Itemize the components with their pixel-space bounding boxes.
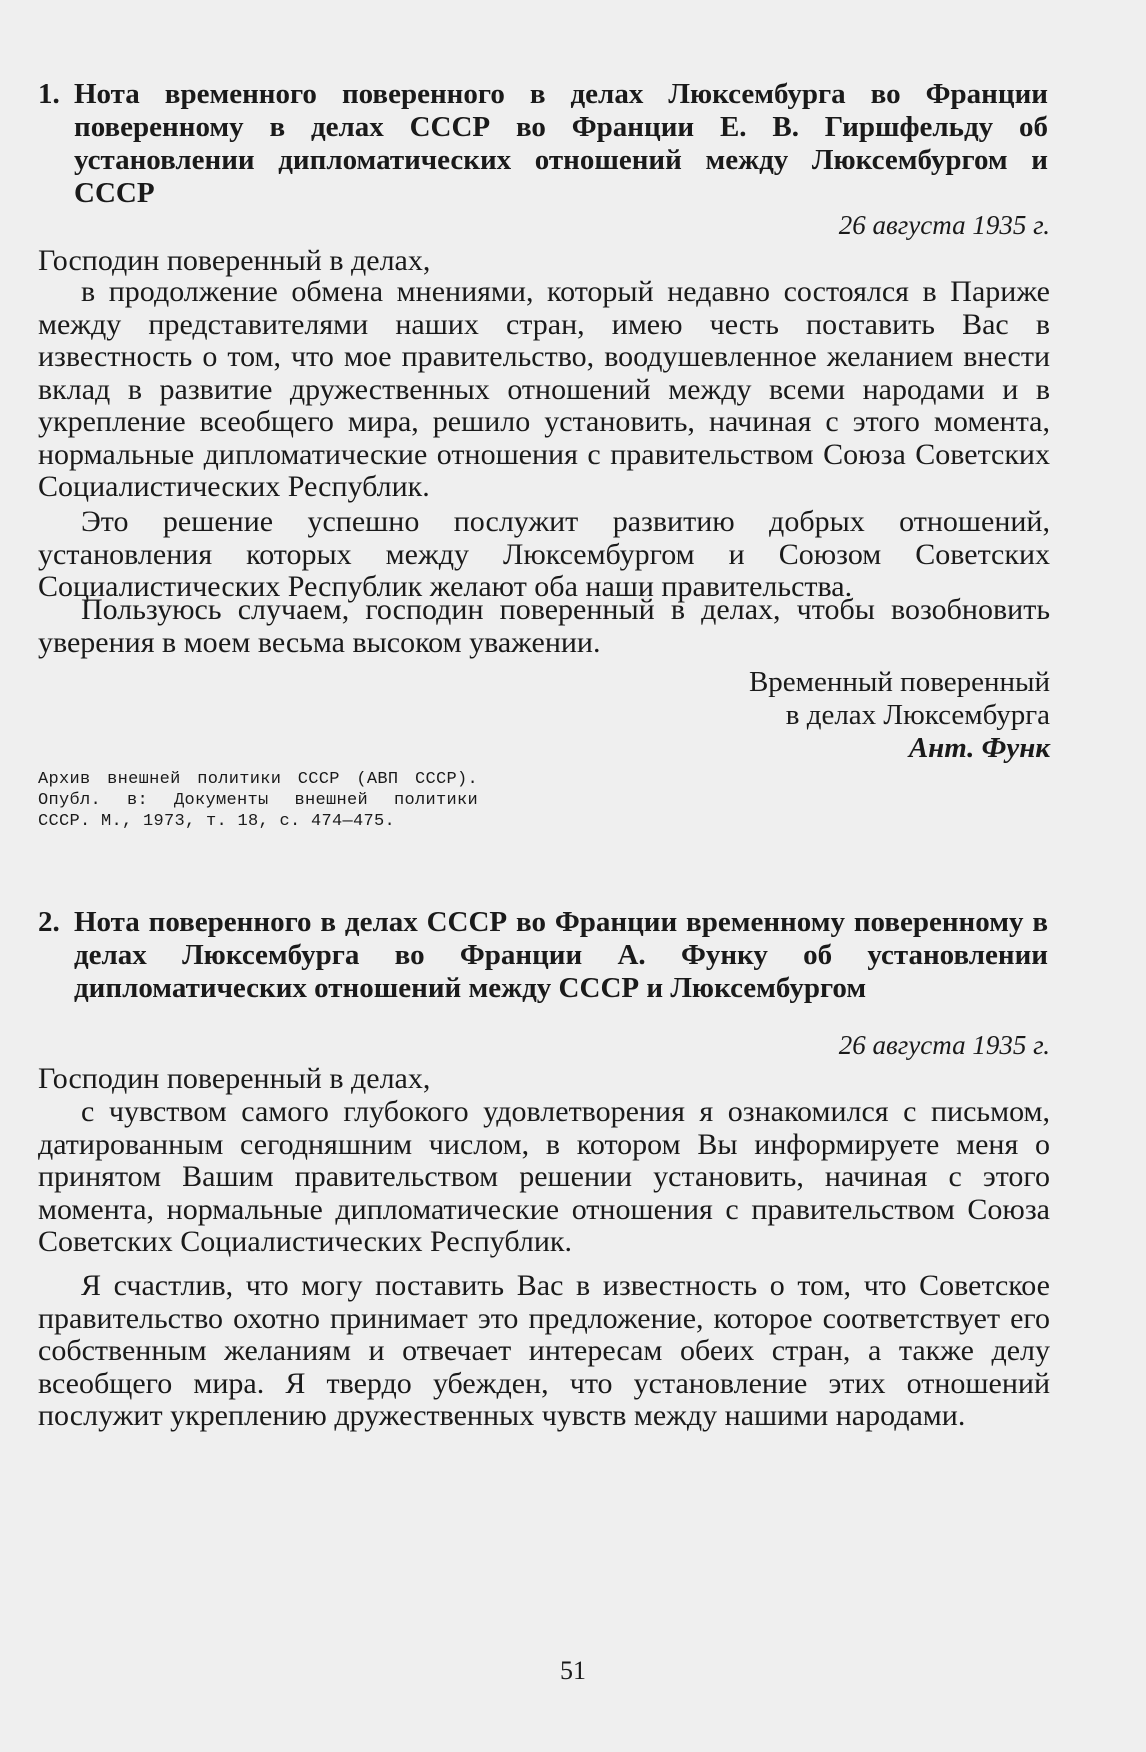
doc1-heading <box>38 78 1048 210</box>
doc1-salutation: Господин поверенный в делах, <box>38 244 431 277</box>
doc1-paragraph-2: Это решение успешно послужит развитию добрых отношений, установления которых между Люксембургом и Союзом Советских Социалистических Республик желают оба наши правительства. <box>38 505 1050 603</box>
doc2-salutation: Господин поверенный в делах, <box>38 1062 431 1095</box>
doc1-paragraph-1: в продолжение обмена мнениями, который недавно состоялся в Париже между представителями наших стран, имею честь поставить Вас в известность о том, что мое правительство, воодушевленное желанием внести вклад в развитие дружественных отношений между всеми народами и в укрепление всеобщего мира, решило установить, начиная с этого момента, нормальные дипломатические отношения с правительством Союза Советских Социалистических Республик. <box>38 275 1050 503</box>
doc2-title: Нота поверенного в делах СССР во Франции временному поверенному в делах Люксембурга во Франции А. Функу об установлении дипломатических отношений между СССР и Люксембургом <box>74 906 1048 1004</box>
doc1-title: Нота временного поверенного в делах Люксембурга во Франции поверенному в делах СССР во Франции Е. В. Гиршфельду об установлении дипломатических отношений между Люксембургом и СССР <box>74 78 1048 209</box>
doc2-heading <box>38 906 1048 1005</box>
doc1-paragraph-3: Пользуюсь случаем, господин поверенный в делах, чтобы возобновить уверения в моем весьма высоком уважении. <box>38 593 1050 659</box>
doc2-paragraph-1: с чувством самого глубокого удовлетворения я ознакомился с письмом, датированным сегодняшним числом, в котором Вы информируете меня о принятом Вашим правительством решении установить, начиная с этого момента, нормальные дипломатические отношения с правительством Союза Советских Социалистических Республик. <box>38 1095 1050 1258</box>
doc2-date: 26 августа 1935 г. <box>838 1030 1050 1060</box>
doc2-number: 2. <box>38 906 60 938</box>
doc1-number: 1. <box>38 78 60 110</box>
doc1-date: 26 августа 1935 г. <box>838 210 1050 240</box>
page-number: 51 <box>560 1656 586 1685</box>
doc2-paragraph-2: Я счастлив, что могу поставить Вас в известность о том, что Советское правительство охотно принимает это предложение, которое соответствует его собственным желаниям и отвечает интересам обеих стран, а также делу всеобщего мира. Я твердо убежден, что установление этих отношений послужит укреплению дружественных чувств между нашими народами. <box>38 1269 1050 1432</box>
doc1-archive-note: Архив внешней политики СССР (АВП СССР). Опубл. в: Документы внешней политики СССР. М., 1973, т. 18, с. 474—475. <box>38 770 478 831</box>
doc1-signature-title-2: в делах Люксембурга <box>785 699 1050 731</box>
doc1-signature-name: Ант. Функ <box>908 732 1050 764</box>
doc1-signature <box>749 666 1050 765</box>
doc1-signature-title-1: Временный поверенный <box>748 666 1050 698</box>
